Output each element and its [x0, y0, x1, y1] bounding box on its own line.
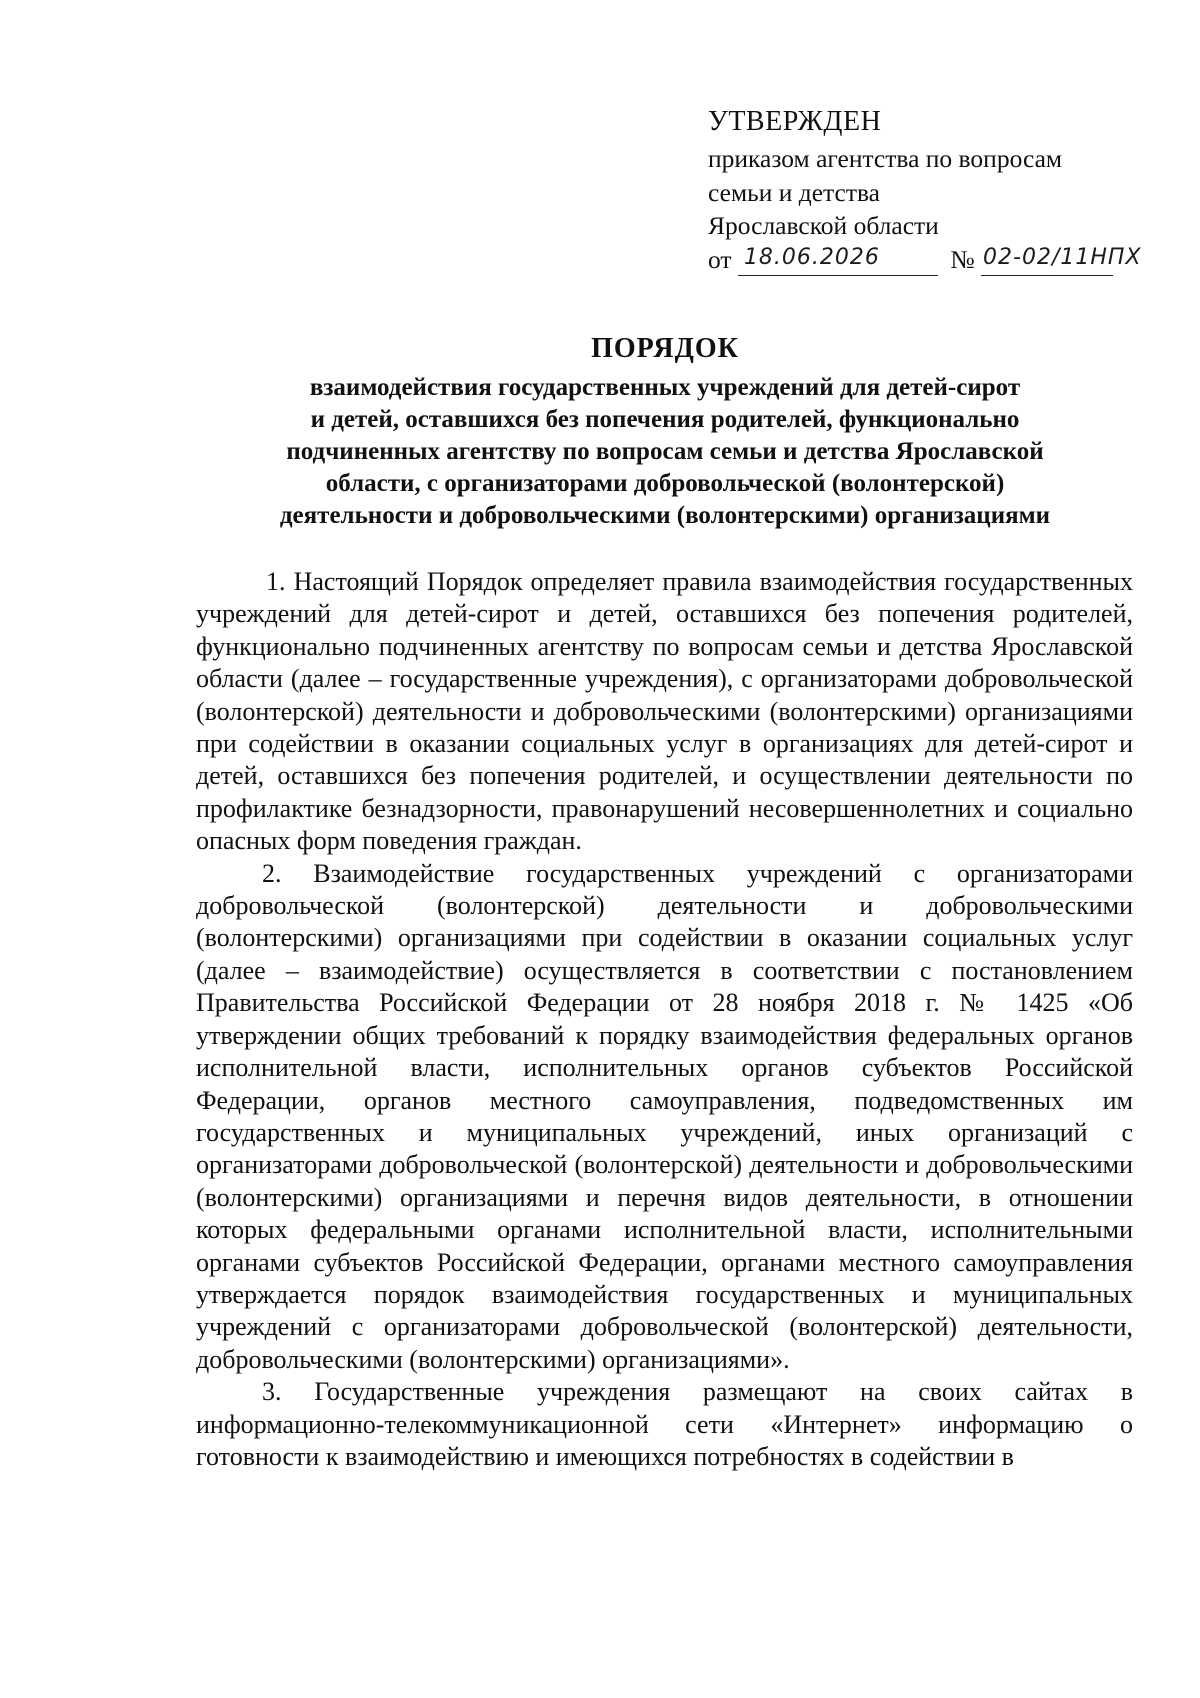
document-heading [190, 330, 1140, 532]
heading-line-5: деятельности и добровольческими (волонтерскими) организациями [279, 502, 1051, 529]
approval-block [708, 104, 1148, 276]
approval-line-2: семьи и детства [708, 177, 880, 207]
handwritten-date: 18.06.2026 [743, 244, 880, 270]
paragraph-2: 2. Взаимодействие государственных учреждений с организаторами добровольческой (волонтерской) деятельности и добровольческими (волонтерскими) организациями при содействии в оказании социальных услуг (далее – взаимодействие) осуществляется в соответствии с постановлением Правительства Российской Федерации от 28 ноября 2018 г. № 1425 «Об утверждении общих требований к порядку взаимодействия федеральных органов исполнительной власти, исполнительных органов субъектов Российской Федерации, органов местного самоуправления, подведомственных им государственных и муниципальных учреждений, иных организаций с организаторами добровольческой (волонтерской) деятельности и добровольческими (волонтерскими) организациями и перечня видов деятельности, в отношении которых федеральными органами исполнительной власти, исполнительными органами субъектов Российской Федерации, органами местного самоуправления утверждается порядок взаимодействия государственных и муниципальных учреждений с организаторами добровольческой (волонтерской) деятельности, добровольческими (волонтерскими) организациями». [196, 858, 1133, 1374]
heading-line-1: взаимодействия государственных учреждений для детей-сирот [309, 374, 1021, 401]
document-title: ПОРЯДОК [591, 333, 739, 364]
from-label: от [708, 244, 732, 274]
document-body [196, 566, 1133, 1473]
handwritten-number: 02-02/11НПХ [983, 244, 1142, 270]
approval-title: УТВЕРЖДЕН [708, 106, 882, 137]
heading-line-3: подчиненных агентству по вопросам семьи и детства Ярославской [286, 438, 1044, 465]
approval-date-line [708, 243, 1148, 277]
approval-line-3: Ярославской области [708, 211, 939, 240]
paragraph-3: 3. Государственные учреждения размещают на своих сайтах в информационно-телекоммуникационной сети «Интернет» информацию о готовности к взаимодействию и имеющихся потребностях в содействии в [196, 1377, 1133, 1471]
paragraph-1: 1. Настоящий Порядок определяет правила взаимодействия государственных учреждений для детей-сирот и детей, оставшихся без попечения родителей, функционально подчиненных агентству по вопросам семьи и детства Ярославской области (далее – государственные учреждения), с организаторами добровольческой (волонтерской) деятельности и добровольческими (волонтерскими) организациями при содействии в оказании социальных услуг в организациях для детей-сирот и детей, оставшихся без попечения родителей, и осуществлении деятельности по профилактике безнадзорности, правонарушений несовершеннолетних и социально опасных форм поведения граждан. [196, 567, 1133, 856]
number-label: № [950, 244, 975, 274]
date-field [738, 244, 938, 276]
approval-line-1: приказом агентства по вопросам [708, 144, 1063, 173]
heading-line-4: области, с организаторами добровольческой (волонтерской) [325, 470, 1005, 497]
number-field [981, 244, 1142, 276]
heading-line-2: и детей, оставшихся без попечения родителей, функционально [310, 406, 1020, 433]
